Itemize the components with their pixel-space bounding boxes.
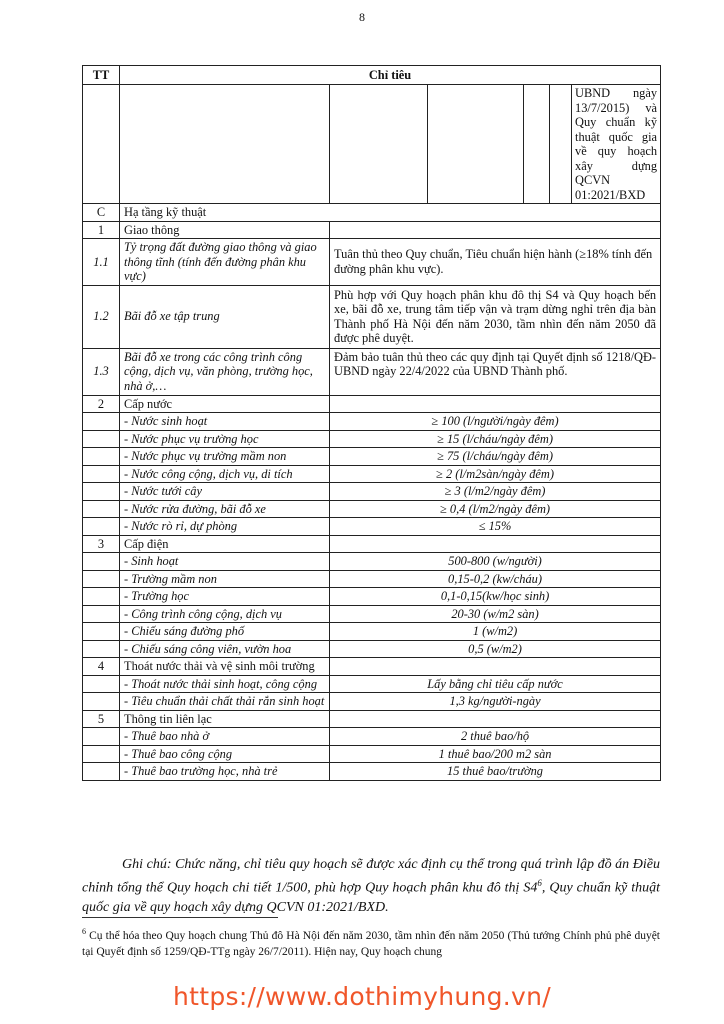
footnote-reference[interactable]: 6 bbox=[537, 878, 542, 888]
row-value: Đảm bảo tuân thủ theo các quy định tại Quyết định số 1218/QĐ-UBND ngày 22/4/2022 của UBND Thành phố. bbox=[330, 348, 661, 395]
group-2-label: Cấp nước bbox=[120, 395, 330, 413]
row-value: 20-30 (w/m2 sàn) bbox=[330, 605, 661, 623]
group-4-heading bbox=[83, 658, 661, 676]
row-label: Bãi đỗ xe tập trung bbox=[120, 285, 330, 348]
row-label: Bãi đỗ xe trong các công trình công cộng, dịch vụ, văn phòng, trường học, nhà ở,… bbox=[120, 348, 330, 395]
row-label: - Tiêu chuẩn thải chất thải rắn sinh hoạt bbox=[120, 693, 330, 711]
row-value: 500-800 (w/người) bbox=[330, 553, 661, 571]
row-tt: 1.2 bbox=[83, 285, 120, 348]
row-value: 1,3 kg/người-ngày bbox=[330, 693, 661, 711]
footnote-text: Cụ thể hóa theo Quy hoạch chung Thủ đô Hà Nội đến năm 2030, tầm nhìn đến năm 2050 (Thủ tướng Chính phủ phê duyệt tại Quyết định số 1259/QĐ-TTg ngày 26/7/2011). Hiện nay, Quy hoạch chung bbox=[82, 929, 660, 958]
continuation-row bbox=[83, 85, 661, 204]
header-chi-tieu: Chỉ tiêu bbox=[120, 66, 661, 85]
row-label: - Nước rửa đường, bãi đỗ xe bbox=[120, 500, 330, 518]
table-row bbox=[83, 413, 661, 431]
note-text-after: , Quy chuẩn kỹ thuật quốc gia về quy hoạch xây dựng QCVN 01:2021/BXD. bbox=[82, 880, 660, 915]
row-value: Phù hợp với Quy hoạch phân khu đô thị S4 và Quy hoạch bến xe, bãi đỗ xe, trung tâm tiếp vận và trạm dừng nghỉ trên địa bàn Thành phố Hà Nội đến năm 2030, tầm nhìn đến năm 2050 đã được phê duyệt. bbox=[330, 285, 661, 348]
group-2-heading bbox=[83, 395, 661, 413]
note-paragraph bbox=[82, 855, 660, 917]
row-tt: 1.1 bbox=[83, 239, 120, 286]
section-c-row bbox=[83, 204, 661, 222]
row-label: - Sinh hoạt bbox=[120, 553, 330, 571]
table-row bbox=[83, 605, 661, 623]
page-number: 8 bbox=[359, 10, 365, 24]
row-value: ≥ 3 (l/m2/ngày đêm) bbox=[330, 483, 661, 501]
row-label: - Thuê bao nhà ở bbox=[120, 728, 330, 746]
row-value: ≥ 100 (l/người/ngày đêm) bbox=[330, 413, 661, 431]
table-row bbox=[83, 588, 661, 606]
continuation-text: UBND ngày 13/7/2015) và Quy chuẩn kỹ thuật quốc gia về quy hoạch xây dựng QCVN 01:2021/BXD bbox=[572, 85, 661, 204]
group-4-tt: 4 bbox=[83, 658, 120, 676]
footnote-divider bbox=[82, 917, 278, 918]
row-value: Tuân thủ theo Quy chuẩn, Tiêu chuẩn hiện hành (≥18% tính đến đường phân khu vực). bbox=[330, 239, 661, 286]
group-3-label: Cấp điện bbox=[120, 535, 330, 553]
header-tt: TT bbox=[83, 66, 120, 85]
row-label: - Nước công cộng, dịch vụ, di tích bbox=[120, 465, 330, 483]
row-1-2 bbox=[83, 285, 661, 348]
section-c-tt: C bbox=[83, 204, 120, 222]
group-5-tt: 5 bbox=[83, 710, 120, 728]
table-header-row bbox=[83, 66, 661, 85]
row-label: - Thuê bao công cộng bbox=[120, 745, 330, 763]
row-value: 1 thuê bao/200 m2 sàn bbox=[330, 745, 661, 763]
note-text-before: Ghi chú: Chức năng, chỉ tiêu quy hoạch sẽ được xác định cụ thể trong quá trình lập đồ án Điều chỉnh tổng thể Quy hoạch chi tiết 1/500, phù hợp Quy hoạch phân khu đô thị S4 bbox=[82, 857, 660, 896]
row-label: - Nước phục vụ trường mầm non bbox=[120, 448, 330, 466]
table-row bbox=[83, 483, 661, 501]
row-value: 15 thuê bao/trường bbox=[330, 763, 661, 781]
group-5-heading bbox=[83, 710, 661, 728]
table-row bbox=[83, 465, 661, 483]
row-label: - Trường học bbox=[120, 588, 330, 606]
table-row bbox=[83, 518, 661, 536]
indicator-table bbox=[82, 65, 661, 781]
group-5-label: Thông tin liên lạc bbox=[120, 710, 330, 728]
row-value: ≥ 75 (l/cháu/ngày đêm) bbox=[330, 448, 661, 466]
row-value: ≥ 2 (l/m2sàn/ngày đêm) bbox=[330, 465, 661, 483]
row-1-3 bbox=[83, 348, 661, 395]
group-3-tt: 3 bbox=[83, 535, 120, 553]
row-value: 0,5 (w/m2) bbox=[330, 640, 661, 658]
row-value: Lấy bằng chỉ tiêu cấp nước bbox=[330, 675, 661, 693]
row-label: - Nước phục vụ trường học bbox=[120, 430, 330, 448]
table-row bbox=[83, 448, 661, 466]
table-row bbox=[83, 430, 661, 448]
table-row bbox=[83, 693, 661, 711]
row-value: ≥ 15 (l/cháu/ngày đêm) bbox=[330, 430, 661, 448]
row-1-1 bbox=[83, 239, 661, 286]
group-1-label: Giao thông bbox=[120, 221, 330, 239]
group-1-tt: 1 bbox=[83, 221, 120, 239]
row-value: ≥ 0,4 (l/m2/ngày đêm) bbox=[330, 500, 661, 518]
row-label: - Thuê bao trường học, nhà trẻ bbox=[120, 763, 330, 781]
row-value: 2 thuê bao/hộ bbox=[330, 728, 661, 746]
row-label: - Nước tưới cây bbox=[120, 483, 330, 501]
table-row bbox=[83, 728, 661, 746]
table-row bbox=[83, 500, 661, 518]
section-c-label: Hạ tầng kỹ thuật bbox=[120, 204, 661, 222]
row-value: 0,15-0,2 (kw/cháu) bbox=[330, 570, 661, 588]
table-row bbox=[83, 640, 661, 658]
row-label: - Nước rò rỉ, dự phòng bbox=[120, 518, 330, 536]
table-row bbox=[83, 763, 661, 781]
website-watermark: https://www.dothimyhung.vn/ bbox=[172, 982, 552, 1011]
row-value: 0,1-0,15(kw/học sinh) bbox=[330, 588, 661, 606]
group-3-heading bbox=[83, 535, 661, 553]
table-row bbox=[83, 623, 661, 641]
table-row bbox=[83, 675, 661, 693]
group-4-label: Thoát nước thải và vệ sinh môi trường bbox=[120, 658, 330, 676]
table-row bbox=[83, 570, 661, 588]
row-label: Tỷ trọng đất đường giao thông và giao thông tĩnh (tính đến đường phân khu vực) bbox=[120, 239, 330, 286]
table-row bbox=[83, 745, 661, 763]
row-label: - Trường mầm non bbox=[120, 570, 330, 588]
row-label: - Chiếu sáng công viên, vườn hoa bbox=[120, 640, 330, 658]
row-label: - Công trình công cộng, dịch vụ bbox=[120, 605, 330, 623]
row-label: - Thoát nước thải sinh hoạt, công cộng bbox=[120, 675, 330, 693]
group-1-heading bbox=[83, 221, 661, 239]
row-tt: 1.3 bbox=[83, 348, 120, 395]
group-2-tt: 2 bbox=[83, 395, 120, 413]
row-label: - Nước sinh hoạt bbox=[120, 413, 330, 431]
row-value: ≤ 15% bbox=[330, 518, 661, 536]
footnote-number: 6 bbox=[82, 927, 86, 936]
footnote bbox=[82, 924, 660, 960]
row-value: 1 (w/m2) bbox=[330, 623, 661, 641]
table-row bbox=[83, 553, 661, 571]
row-label: - Chiếu sáng đường phố bbox=[120, 623, 330, 641]
